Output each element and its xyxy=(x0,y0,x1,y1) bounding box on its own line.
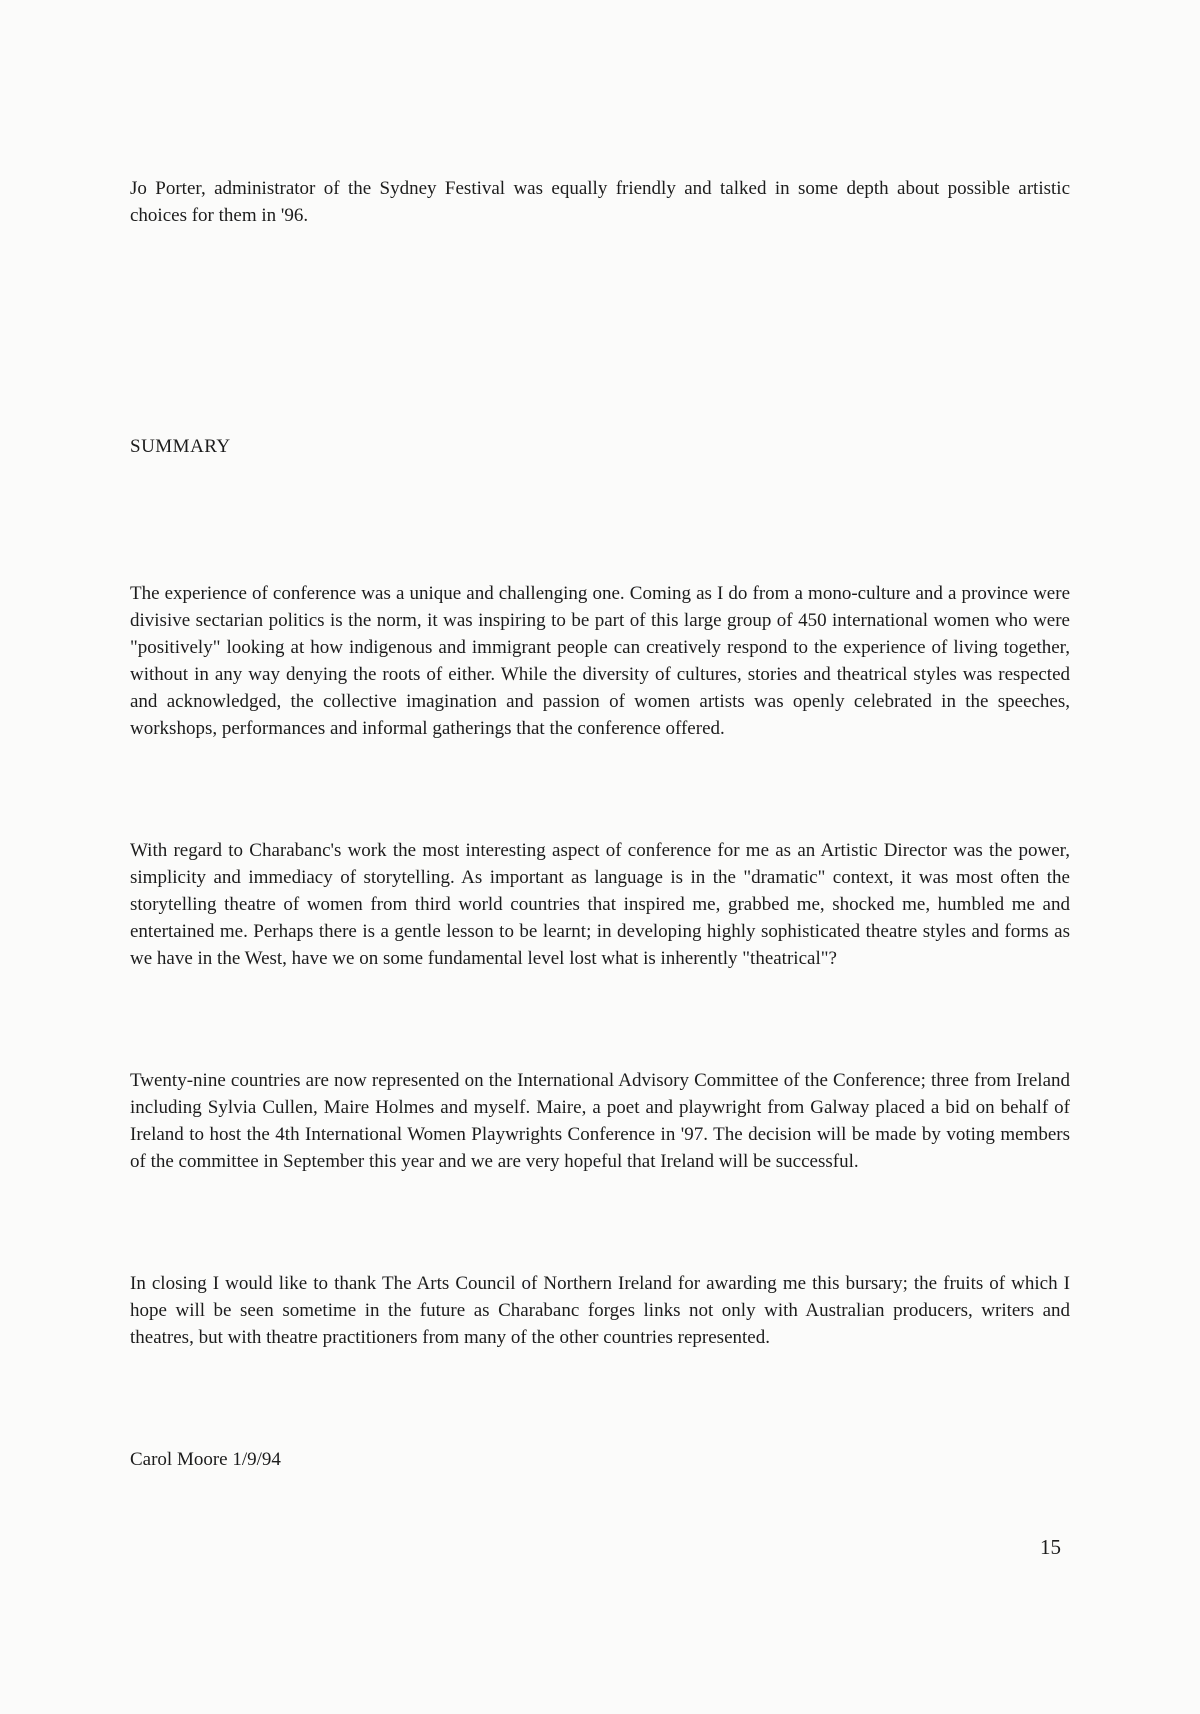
signature-line: Carol Moore 1/9/94 xyxy=(130,1449,281,1470)
intro-paragraph: Jo Porter, administrator of the Sydney Festival was equally friendly and talked in some depth about possible artistic choices for them in '96. xyxy=(130,178,1070,226)
section-heading: SUMMARY xyxy=(130,436,231,457)
page-number: 15 xyxy=(1040,1535,1061,1559)
summary-paragraph-1: The experience of conference was a unique and challenging one. Coming as I do from a mono-culture and a province were divisive sectarian politics is the norm, it was inspiring to be part of this large group of 450 international women who were "positively" looking at how indigenous and immigrant people can creatively respond to the experience of living together, without in any way denying the roots of either. While the diversity of cultures, stories and theatrical styles was respected and acknowledged, the collective imagination and passion of women artists was openly celebrated in the speeches, workshops, performances and informal gatherings that the conference offered. xyxy=(130,583,1070,739)
summary-paragraph-2: With regard to Charabanc's work the most interesting aspect of conference for me as an Artistic Director was the power, simplicity and immediacy of storytelling. As important as language is in the "dramatic" context, it was most often the storytelling theatre of women from third world countries that inspired me, grabbed me, shocked me, humbled me and entertained me. Perhaps there is a gentle lesson to be learnt; in developing highly sophisticated theatre styles and forms as we have in the West, have we on some fundamental level lost what is inherently "theatrical"? xyxy=(130,840,1070,969)
summary-paragraph-3: Twenty-nine countries are now represented on the International Advisory Committee of the Conference; three from Ireland including Sylvia Cullen, Maire Holmes and myself. Maire, a poet and playwright from Galway placed a bid on behalf of Ireland to host the 4th International Women Playwrights Conference in '97. The decision will be made by voting members of the committee in September this year and we are very hopeful that Ireland will be successful. xyxy=(130,1070,1070,1172)
summary-paragraph-4: In closing I would like to thank The Arts Council of Northern Ireland for awarding me this bursary; the fruits of which I hope will be seen sometime in the future as Charabanc forges links not only with Australian producers, writers and theatres, but with theatre practitioners from many of the other countries represented. xyxy=(130,1273,1070,1348)
